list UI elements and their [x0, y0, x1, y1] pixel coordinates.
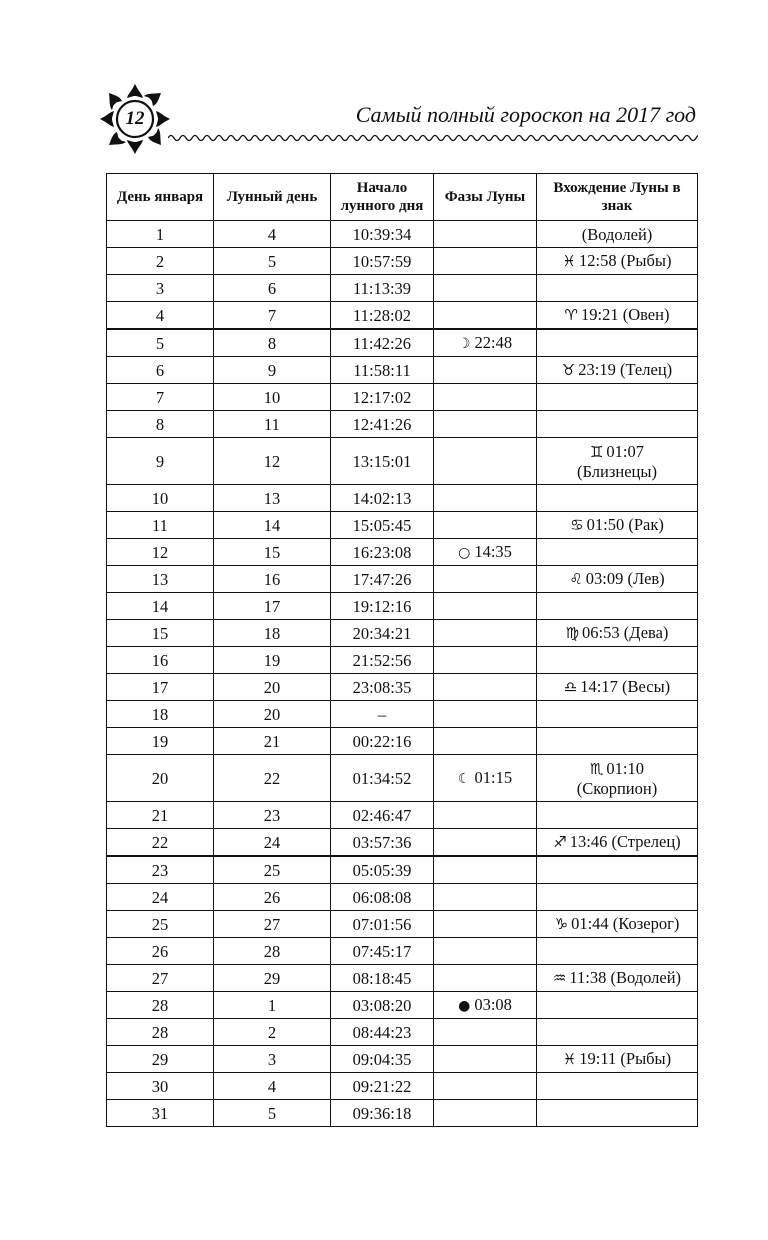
cell-moon-phase	[434, 728, 537, 755]
table-row	[107, 302, 698, 330]
cell-moon-phase	[434, 992, 537, 1019]
cell-moon-sign	[537, 1100, 698, 1127]
cell-start-time: 06:08:08	[331, 884, 434, 911]
cell-start-time: 03:08:20	[331, 992, 434, 1019]
cell-start-time: 19:12:16	[331, 593, 434, 620]
zodiac-icon: ♎	[563, 678, 578, 696]
cell-moon-phase	[434, 884, 537, 911]
table-row	[107, 856, 698, 884]
moon-sign-text: 01:44 (Козерог)	[571, 914, 680, 933]
cell-moon-phase	[434, 302, 537, 330]
zodiac-icon: ♉	[561, 361, 576, 379]
table-row	[107, 938, 698, 965]
cell-day: 29	[107, 1046, 214, 1073]
cell-start-time: 01:34:52	[331, 755, 434, 802]
table-row	[107, 911, 698, 938]
cell-moon-phase	[434, 357, 537, 384]
cell-moon-sign	[537, 701, 698, 728]
page-number: 12	[125, 108, 145, 129]
cell-moon-phase	[434, 938, 537, 965]
cell-moon-sign	[537, 248, 698, 275]
cell-moon-phase	[434, 329, 537, 357]
cell-start-time: 14:02:13	[331, 485, 434, 512]
table-row	[107, 438, 698, 485]
cell-lunar-day: 3	[214, 1046, 331, 1073]
cell-start-time: 10:39:34	[331, 221, 434, 248]
cell-day: 25	[107, 911, 214, 938]
cell-moon-phase	[434, 384, 537, 411]
cell-lunar-day: 1	[214, 992, 331, 1019]
cell-start-time: –	[331, 701, 434, 728]
moon-sign-text: 19:11 (Рыбы)	[579, 1049, 672, 1068]
cell-moon-sign	[537, 485, 698, 512]
moon-sign-text: 13:46 (Стрелец)	[569, 832, 681, 851]
cell-moon-sign	[537, 411, 698, 438]
cell-day: 27	[107, 965, 214, 992]
cell-day: 3	[107, 275, 214, 302]
table-row	[107, 1100, 698, 1127]
cell-moon-sign	[537, 357, 698, 384]
cell-moon-phase	[434, 1073, 537, 1100]
cell-day: 13	[107, 566, 214, 593]
page-header	[0, 0, 768, 160]
moon-phase-time: 22:48	[474, 332, 513, 352]
table-row	[107, 248, 698, 275]
cell-lunar-day: 5	[214, 248, 331, 275]
cell-start-time: 07:45:17	[331, 938, 434, 965]
cell-moon-sign	[537, 384, 698, 411]
cell-moon-sign	[537, 329, 698, 357]
cell-moon-sign	[537, 1019, 698, 1046]
cell-moon-sign	[537, 1073, 698, 1100]
moon-phase-time: 01:15	[474, 767, 513, 787]
cell-moon-sign	[537, 221, 698, 248]
moon-phase-time: 14:35	[474, 541, 512, 561]
cell-lunar-day: 22	[214, 755, 331, 802]
cell-day: 22	[107, 829, 214, 857]
cell-lunar-day: 12	[214, 438, 331, 485]
cell-moon-sign	[537, 566, 698, 593]
cell-start-time: 07:01:56	[331, 911, 434, 938]
cell-day: 14	[107, 593, 214, 620]
cell-day: 1	[107, 221, 214, 248]
wavy-divider	[168, 132, 698, 144]
cell-moon-sign	[537, 275, 698, 302]
cell-moon-sign	[537, 1046, 698, 1073]
moon-phase-time: 03:08	[474, 994, 512, 1014]
cell-lunar-day: 9	[214, 357, 331, 384]
cell-moon-phase	[434, 566, 537, 593]
cell-moon-phase	[434, 539, 537, 566]
cell-start-time: 08:18:45	[331, 965, 434, 992]
cell-start-time: 08:44:23	[331, 1019, 434, 1046]
zodiac-icon: ♈	[564, 306, 578, 324]
cell-lunar-day: 13	[214, 485, 331, 512]
table-row	[107, 329, 698, 357]
cell-day: 15	[107, 620, 214, 647]
cell-lunar-day: 19	[214, 647, 331, 674]
table-row	[107, 728, 698, 755]
table-row	[107, 674, 698, 701]
cell-start-time: 03:57:36	[331, 829, 434, 857]
table-row	[107, 221, 698, 248]
table-row	[107, 384, 698, 411]
cell-moon-phase	[434, 438, 537, 485]
cell-moon-sign	[537, 647, 698, 674]
cell-moon-sign	[537, 829, 698, 857]
moon-sign-text: 01:50 (Рак)	[586, 515, 664, 534]
cell-moon-sign	[537, 884, 698, 911]
cell-start-time: 10:57:59	[331, 248, 434, 275]
table-row	[107, 620, 698, 647]
cell-lunar-day: 10	[214, 384, 331, 411]
table-row	[107, 701, 698, 728]
moon-sign-text: 19:21 (Овен)	[580, 305, 670, 324]
cell-start-time: 12:41:26	[331, 411, 434, 438]
cell-lunar-day: 4	[214, 221, 331, 248]
moon-phase-icon: ●	[458, 997, 471, 1014]
cell-start-time: 05:05:39	[331, 856, 434, 884]
cell-moon-phase	[434, 701, 537, 728]
cell-start-time: 20:34:21	[331, 620, 434, 647]
moon-sign-text: 01:10	[606, 758, 645, 778]
cell-moon-sign	[537, 802, 698, 829]
zodiac-icon: ♊	[589, 442, 604, 461]
cell-moon-phase	[434, 856, 537, 884]
cell-lunar-day: 17	[214, 593, 331, 620]
moon-sign-name: (Близнецы)	[577, 461, 657, 481]
table-row	[107, 992, 698, 1019]
moon-phase-icon: ○	[458, 544, 471, 561]
moon-phase-icon: ☽	[457, 335, 471, 352]
cell-moon-phase	[434, 965, 537, 992]
cell-moon-sign	[537, 938, 698, 965]
moon-phase-icon: ☾	[457, 770, 471, 787]
zodiac-icon: ♌	[569, 570, 583, 588]
cell-day: 28	[107, 992, 214, 1019]
cell-moon-phase	[434, 755, 537, 802]
moon-sign-text: 23:19 (Телец)	[578, 360, 673, 379]
cell-lunar-day: 23	[214, 802, 331, 829]
table-row	[107, 275, 698, 302]
cell-moon-sign	[537, 992, 698, 1019]
cell-moon-phase	[434, 221, 537, 248]
cell-day: 31	[107, 1100, 214, 1127]
cell-lunar-day: 16	[214, 566, 331, 593]
cell-moon-phase	[434, 1046, 537, 1073]
cell-moon-phase	[434, 1019, 537, 1046]
table-header-row	[107, 174, 698, 221]
zodiac-icon: ♐	[553, 833, 567, 851]
cell-day: 7	[107, 384, 214, 411]
cell-day: 21	[107, 802, 214, 829]
table-row	[107, 539, 698, 566]
moon-sign-name: (Скорпион)	[576, 778, 658, 798]
cell-start-time: 16:23:08	[331, 539, 434, 566]
zodiac-icon: ♓	[562, 252, 576, 270]
cell-lunar-day: 20	[214, 701, 331, 728]
cell-day: 24	[107, 884, 214, 911]
moon-sign-text: 01:07	[606, 441, 645, 461]
cell-moon-sign	[537, 302, 698, 330]
cell-start-time: 21:52:56	[331, 647, 434, 674]
cell-lunar-day: 21	[214, 728, 331, 755]
table-row	[107, 965, 698, 992]
moon-sign-text: 12:58 (Рыбы)	[579, 251, 672, 270]
zodiac-icon: ♓	[562, 1050, 577, 1068]
table-row	[107, 1046, 698, 1073]
cell-moon-phase	[434, 512, 537, 539]
cell-moon-phase	[434, 829, 537, 857]
cell-lunar-day: 5	[214, 1100, 331, 1127]
cell-day: 18	[107, 701, 214, 728]
cell-moon-phase	[434, 275, 537, 302]
cell-day: 2	[107, 248, 214, 275]
cell-lunar-day: 28	[214, 938, 331, 965]
cell-moon-phase	[434, 674, 537, 701]
zodiac-icon: ♋	[570, 516, 584, 534]
column-header-sign: Вхождение Луны в знак	[537, 174, 698, 221]
cell-day: 16	[107, 647, 214, 674]
column-header-day: День января	[107, 174, 214, 221]
cell-moon-sign	[537, 593, 698, 620]
cell-lunar-day: 7	[214, 302, 331, 330]
table-row	[107, 884, 698, 911]
cell-moon-phase	[434, 1100, 537, 1127]
cell-day: 11	[107, 512, 214, 539]
cell-day: 9	[107, 438, 214, 485]
zodiac-icon: ♍	[565, 624, 580, 642]
cell-day: 8	[107, 411, 214, 438]
cell-start-time: 11:58:11	[331, 357, 434, 384]
cell-start-time: 09:04:35	[331, 1046, 434, 1073]
cell-start-time: 09:36:18	[331, 1100, 434, 1127]
cell-moon-phase	[434, 911, 537, 938]
cell-moon-phase	[434, 411, 537, 438]
table-row	[107, 411, 698, 438]
lunar-calendar-table	[106, 173, 698, 1127]
column-header-phase: Фазы Луны	[434, 174, 537, 221]
cell-moon-sign	[537, 438, 698, 485]
cell-start-time: 17:47:26	[331, 566, 434, 593]
zodiac-icon: ♒	[552, 969, 567, 987]
cell-moon-phase	[434, 593, 537, 620]
running-title: Самый полный гороскоп на 2017 год	[355, 102, 696, 127]
cell-lunar-day: 26	[214, 884, 331, 911]
cell-lunar-day: 11	[214, 411, 331, 438]
cell-start-time: 15:05:45	[331, 512, 434, 539]
cell-moon-sign	[537, 728, 698, 755]
table-row	[107, 357, 698, 384]
cell-lunar-day: 14	[214, 512, 331, 539]
cell-moon-phase	[434, 647, 537, 674]
cell-moon-sign	[537, 674, 698, 701]
cell-day: 12	[107, 539, 214, 566]
cell-moon-phase	[434, 485, 537, 512]
table-row	[107, 485, 698, 512]
cell-start-time: 00:22:16	[331, 728, 434, 755]
column-header-lunar-day: Лунный день	[214, 174, 331, 221]
cell-moon-sign	[537, 539, 698, 566]
cell-lunar-day: 2	[214, 1019, 331, 1046]
cell-moon-sign	[537, 911, 698, 938]
cell-moon-sign	[537, 965, 698, 992]
cell-start-time: 11:28:02	[331, 302, 434, 330]
cell-moon-sign	[537, 512, 698, 539]
cell-start-time: 11:13:39	[331, 275, 434, 302]
cell-moon-phase	[434, 802, 537, 829]
cell-lunar-day: 27	[214, 911, 331, 938]
moon-sign-text: (Водолей)	[581, 224, 653, 244]
table-row	[107, 647, 698, 674]
cell-day: 10	[107, 485, 214, 512]
moon-sign-text: 06:53 (Дева)	[582, 623, 669, 642]
cell-start-time: 11:42:26	[331, 329, 434, 357]
cell-day: 19	[107, 728, 214, 755]
moon-sign-text: 14:17 (Весы)	[580, 677, 671, 696]
cell-day: 5	[107, 329, 214, 357]
cell-day: 26	[107, 938, 214, 965]
cell-lunar-day: 25	[214, 856, 331, 884]
moon-sign-text: 03:09 (Лев)	[585, 569, 665, 588]
cell-day: 4	[107, 302, 214, 330]
cell-start-time: 09:21:22	[331, 1073, 434, 1100]
table-row	[107, 566, 698, 593]
cell-lunar-day: 8	[214, 329, 331, 357]
zodiac-icon: ♑	[554, 915, 569, 933]
cell-day: 30	[107, 1073, 214, 1100]
zodiac-icon: ♏	[589, 759, 604, 778]
cell-day: 23	[107, 856, 214, 884]
cell-lunar-day: 29	[214, 965, 331, 992]
moon-sign-text: 11:38 (Водолей)	[569, 968, 682, 987]
cell-moon-sign	[537, 856, 698, 884]
cell-day: 6	[107, 357, 214, 384]
table-row	[107, 802, 698, 829]
table-row	[107, 512, 698, 539]
cell-day: 28	[107, 1019, 214, 1046]
cell-lunar-day: 24	[214, 829, 331, 857]
cell-start-time: 02:46:47	[331, 802, 434, 829]
table-row	[107, 1019, 698, 1046]
table-row	[107, 1073, 698, 1100]
cell-lunar-day: 15	[214, 539, 331, 566]
table-row	[107, 829, 698, 857]
cell-day: 20	[107, 755, 214, 802]
cell-moon-sign	[537, 620, 698, 647]
cell-lunar-day: 4	[214, 1073, 331, 1100]
cell-day: 17	[107, 674, 214, 701]
cell-start-time: 23:08:35	[331, 674, 434, 701]
cell-lunar-day: 6	[214, 275, 331, 302]
cell-start-time: 12:17:02	[331, 384, 434, 411]
table-body	[107, 221, 698, 1127]
cell-lunar-day: 18	[214, 620, 331, 647]
cell-lunar-day: 20	[214, 674, 331, 701]
table-row	[107, 593, 698, 620]
cell-moon-phase	[434, 248, 537, 275]
cell-moon-sign	[537, 755, 698, 802]
cell-moon-phase	[434, 620, 537, 647]
cell-start-time: 13:15:01	[331, 438, 434, 485]
column-header-start: Начало лунного дня	[331, 174, 434, 221]
table-row	[107, 755, 698, 802]
